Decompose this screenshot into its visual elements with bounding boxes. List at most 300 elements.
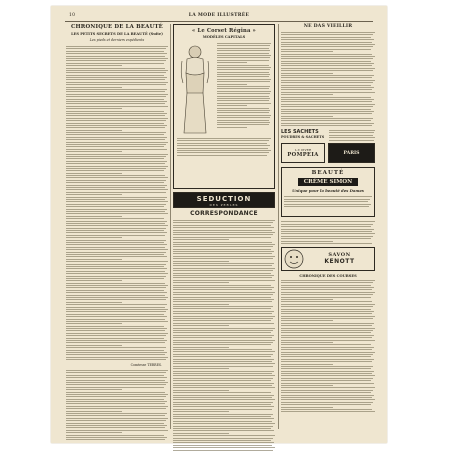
running-header (51, 13, 387, 19)
text-line (329, 140, 374, 141)
text-line (177, 150, 271, 151)
text-line (284, 206, 369, 207)
text-line (66, 123, 164, 124)
text-line (173, 297, 271, 298)
text-line (66, 406, 168, 407)
text-line (173, 380, 271, 381)
text-line (281, 309, 371, 310)
text-line (281, 101, 372, 102)
text-line (173, 220, 275, 221)
text-line (66, 60, 166, 61)
text-line (173, 354, 273, 355)
text-line (173, 301, 272, 302)
text-line (281, 77, 372, 78)
text-line (173, 409, 272, 410)
text-line (281, 99, 374, 100)
text-line (66, 211, 165, 212)
text-line (217, 103, 271, 104)
text-line (173, 280, 275, 281)
text-line (66, 91, 165, 92)
text-line (66, 204, 166, 205)
text-line (217, 45, 270, 46)
text-line (281, 65, 372, 66)
text-line (66, 309, 168, 310)
text-line (217, 84, 247, 85)
text-line (173, 328, 275, 329)
text-line (66, 335, 166, 336)
text-line (281, 44, 375, 45)
text-line (66, 273, 168, 274)
text-line (66, 321, 168, 322)
text-line (66, 304, 167, 305)
text-line (66, 396, 166, 397)
text-line (173, 237, 271, 238)
text-line (281, 378, 373, 379)
text-line (281, 238, 371, 239)
article-signature: Comtesse TERRES. (130, 363, 162, 368)
text-line (66, 53, 167, 54)
text-line (173, 356, 271, 357)
text-line (173, 423, 275, 424)
text-line (173, 435, 275, 436)
text-line (66, 425, 167, 426)
text-line (329, 135, 373, 136)
text-line (329, 132, 374, 133)
text-line (217, 117, 270, 118)
text-line (217, 88, 269, 89)
text-line (173, 253, 272, 254)
text-line (66, 58, 168, 59)
text-line (66, 101, 167, 102)
text-line (217, 120, 269, 121)
text-line (66, 387, 164, 388)
text-line (173, 222, 273, 223)
text-line (281, 292, 375, 293)
fashion-notice-text (281, 221, 375, 243)
text-line (66, 338, 164, 339)
corset-ad-text (177, 138, 271, 156)
text-line (281, 399, 375, 400)
text-line (217, 79, 271, 80)
text-line (281, 368, 371, 369)
article-subheading: LES PETITS SECRETS DE LA BEAUTÉ (Suite) (71, 32, 163, 36)
face-portrait-icon (284, 249, 304, 269)
article-section-title: Les pieds et derniers expédients (89, 38, 145, 42)
text-line (281, 231, 372, 232)
text-line (66, 375, 164, 376)
text-line (281, 118, 373, 119)
text-line (281, 34, 373, 35)
text-line (66, 63, 164, 64)
text-line (66, 352, 167, 353)
text-line (173, 416, 271, 417)
text-line (66, 319, 165, 320)
text-line (173, 244, 275, 245)
text-line (217, 69, 270, 70)
text-line (66, 432, 122, 433)
text-line (66, 139, 165, 140)
text-line (284, 199, 370, 200)
text-line (66, 256, 167, 257)
text-line (281, 364, 333, 365)
text-line (66, 345, 122, 346)
sachets-subtitle: POUDRES & SACHETS (281, 135, 325, 140)
text-line (66, 242, 164, 243)
text-line (173, 373, 272, 374)
text-line (217, 98, 270, 99)
text-line (173, 340, 275, 341)
text-line (66, 223, 165, 224)
text-line (66, 166, 168, 167)
seduction-title: SEDUCTION (196, 195, 252, 203)
text-line (66, 389, 122, 390)
text-line (173, 450, 273, 451)
text-line (66, 51, 164, 52)
text-line (66, 228, 166, 229)
text-line (173, 387, 275, 388)
text-line (66, 261, 168, 262)
text-line (281, 224, 373, 225)
text-line (281, 318, 373, 319)
text-line (66, 401, 167, 402)
text-line (173, 292, 275, 293)
header-rule (65, 21, 373, 22)
text-line (281, 92, 375, 93)
text-line (173, 234, 273, 235)
text-line (66, 316, 167, 317)
text-line (66, 175, 165, 176)
text-line (173, 390, 229, 391)
text-line (281, 289, 372, 290)
text-line (173, 371, 274, 372)
text-line (173, 433, 229, 434)
text-line (281, 82, 373, 83)
vieillir-text (281, 32, 375, 126)
text-line (66, 420, 166, 421)
text-line (281, 311, 374, 312)
pompeia-brand: POMPEIA (287, 152, 319, 159)
text-line (173, 256, 275, 257)
text-line (281, 342, 333, 343)
text-line (66, 194, 122, 195)
text-line (217, 86, 270, 87)
text-line (173, 404, 271, 405)
text-line (217, 124, 269, 125)
text-line (173, 445, 272, 446)
magazine-page (51, 6, 387, 443)
text-line (217, 60, 269, 61)
text-line (173, 294, 273, 295)
text-line (66, 221, 167, 222)
text-line (66, 330, 165, 331)
text-line (66, 146, 164, 147)
text-line (66, 189, 168, 190)
text-line (281, 383, 374, 384)
corset-advertisement (173, 24, 275, 189)
text-line (66, 278, 164, 279)
text-line (173, 378, 273, 379)
text-line (281, 56, 375, 57)
text-line (177, 140, 269, 141)
text-line (173, 308, 271, 309)
text-line (217, 110, 270, 111)
text-line (66, 213, 168, 214)
text-line (66, 156, 166, 157)
text-line (281, 51, 333, 52)
text-line (281, 39, 374, 40)
text-line (284, 201, 368, 202)
text-line (66, 439, 165, 440)
text-line (66, 170, 164, 171)
text-line (66, 216, 122, 217)
text-line (66, 276, 166, 277)
text-line (66, 118, 168, 119)
text-line (66, 89, 167, 90)
text-line (173, 273, 271, 274)
text-line (66, 120, 166, 121)
text-line (173, 421, 272, 422)
text-line (281, 347, 374, 348)
text-line (281, 387, 375, 388)
text-line (173, 232, 275, 233)
text-line (66, 106, 168, 107)
text-line (66, 113, 167, 114)
text-line (173, 251, 274, 252)
correspondence-heading: CORRESPONDANCE (190, 210, 258, 217)
text-line (173, 428, 271, 429)
text-line (66, 415, 165, 416)
text-line (281, 409, 372, 410)
text-line (66, 295, 165, 296)
text-line (173, 258, 273, 259)
text-line (66, 392, 165, 393)
text-line (217, 91, 271, 92)
text-line (173, 414, 273, 415)
text-line (173, 411, 229, 412)
text-line (281, 404, 371, 405)
text-line (281, 75, 374, 76)
beaute-title: BEAUTÉ (311, 170, 345, 177)
text-line (217, 81, 270, 82)
sachets-title: LES SACHETS (281, 129, 319, 136)
text-line (173, 342, 273, 343)
text-line (217, 115, 271, 116)
text-line (281, 330, 373, 331)
text-line (173, 359, 274, 360)
text-line (281, 125, 372, 126)
text-line (281, 354, 373, 355)
text-line (217, 43, 271, 44)
corset-subtitle: MODÈLES CAPITALS (202, 35, 246, 39)
text-line (66, 187, 165, 188)
text-line (281, 80, 375, 81)
pompeia-advertisement (281, 143, 375, 163)
text-line (281, 104, 375, 105)
text-line (66, 384, 166, 385)
text-line (281, 306, 373, 307)
text-line (66, 354, 165, 355)
text-line (173, 242, 272, 243)
text-line (66, 163, 165, 164)
text-line (281, 54, 372, 55)
text-line (66, 413, 167, 414)
text-line (66, 259, 122, 260)
column-divider (170, 24, 171, 429)
text-line (66, 149, 167, 150)
text-line (173, 440, 271, 441)
advertisements-column (281, 24, 375, 433)
text-line (66, 240, 166, 241)
text-line (66, 235, 165, 236)
text-line (66, 328, 167, 329)
pompeia-maker: L.T. PIVER (294, 148, 312, 153)
text-line (281, 375, 375, 376)
text-line (281, 58, 373, 59)
text-line (66, 185, 167, 186)
text-line (66, 326, 164, 327)
text-line (66, 230, 164, 231)
text-line (66, 266, 164, 267)
text-line (281, 356, 371, 357)
text-line (173, 306, 273, 307)
text-line (66, 418, 168, 419)
text-line (281, 46, 373, 47)
text-line (66, 48, 166, 49)
text-line (173, 406, 274, 407)
text-line (217, 72, 269, 73)
text-line (66, 137, 167, 138)
text-line (173, 392, 271, 393)
text-line (281, 89, 372, 90)
text-line (66, 225, 168, 226)
savon-kenott-advertisement (281, 247, 375, 271)
text-line (281, 233, 375, 234)
text-line (173, 399, 275, 400)
text-line (177, 143, 267, 144)
text-line (66, 111, 164, 112)
text-line (66, 108, 122, 109)
text-line (173, 330, 273, 331)
text-line (217, 76, 269, 77)
text-line (281, 313, 372, 314)
text-line (173, 323, 274, 324)
text-line (217, 74, 270, 75)
text-line (281, 301, 372, 302)
text-line (177, 138, 271, 139)
text-line (217, 122, 270, 123)
column-divider (278, 24, 279, 429)
text-line (177, 155, 267, 156)
text-line (66, 180, 166, 181)
text-line (173, 263, 274, 264)
text-line (66, 323, 122, 324)
text-line (66, 84, 166, 85)
text-line (173, 397, 272, 398)
text-line (173, 320, 271, 321)
text-line (66, 70, 168, 71)
text-line (66, 173, 122, 174)
text-line (66, 423, 164, 424)
text-line (173, 385, 272, 386)
text-line (66, 130, 122, 131)
text-line (284, 204, 371, 205)
text-line (329, 137, 375, 138)
text-line (173, 316, 275, 317)
seduction-advertisement (173, 192, 275, 208)
text-line (281, 352, 375, 353)
text-line (281, 385, 333, 386)
text-line (173, 289, 272, 290)
text-line (173, 249, 271, 250)
text-line (66, 237, 122, 238)
text-line (177, 145, 270, 146)
text-line (66, 307, 165, 308)
text-line (173, 313, 272, 314)
text-line (66, 206, 164, 207)
text-line (281, 390, 373, 391)
text-line (66, 403, 165, 404)
text-line (66, 94, 168, 95)
text-line (66, 99, 164, 100)
text-line (281, 70, 373, 71)
creme-simon-advertisement (281, 167, 375, 217)
text-line (173, 344, 271, 345)
text-line (66, 249, 168, 250)
text-line (173, 318, 273, 319)
text-line (173, 335, 274, 336)
text-line (66, 144, 166, 145)
text-line (217, 53, 269, 54)
text-line (66, 285, 168, 286)
text-line (66, 430, 168, 431)
text-line (66, 357, 168, 358)
text-line (66, 244, 167, 245)
text-line (173, 447, 275, 448)
text-line (217, 55, 271, 56)
text-line (281, 395, 374, 396)
text-line (281, 285, 371, 286)
text-line (66, 132, 166, 133)
text-line (281, 332, 371, 333)
text-line (217, 96, 269, 97)
text-line (281, 373, 372, 374)
text-line (173, 418, 274, 419)
text-line (173, 337, 272, 338)
text-line (66, 232, 167, 233)
text-line (66, 372, 166, 373)
corset-title: « Le Corset Régina » (192, 28, 256, 34)
text-line (217, 67, 271, 68)
text-line (281, 113, 372, 114)
text-line (281, 280, 375, 281)
text-line (66, 292, 167, 293)
text-line (66, 201, 168, 202)
text-line (217, 100, 269, 101)
text-line (66, 252, 166, 253)
text-line (173, 351, 275, 352)
text-line (281, 106, 373, 107)
text-line (66, 56, 165, 57)
text-line (173, 430, 274, 431)
text-line (66, 82, 168, 83)
text-line (173, 366, 273, 367)
text-line (66, 408, 166, 409)
text-line (281, 366, 373, 367)
corset-ad-text (217, 43, 271, 135)
text-line (66, 342, 165, 343)
text-line (66, 359, 166, 360)
text-line (66, 435, 164, 436)
